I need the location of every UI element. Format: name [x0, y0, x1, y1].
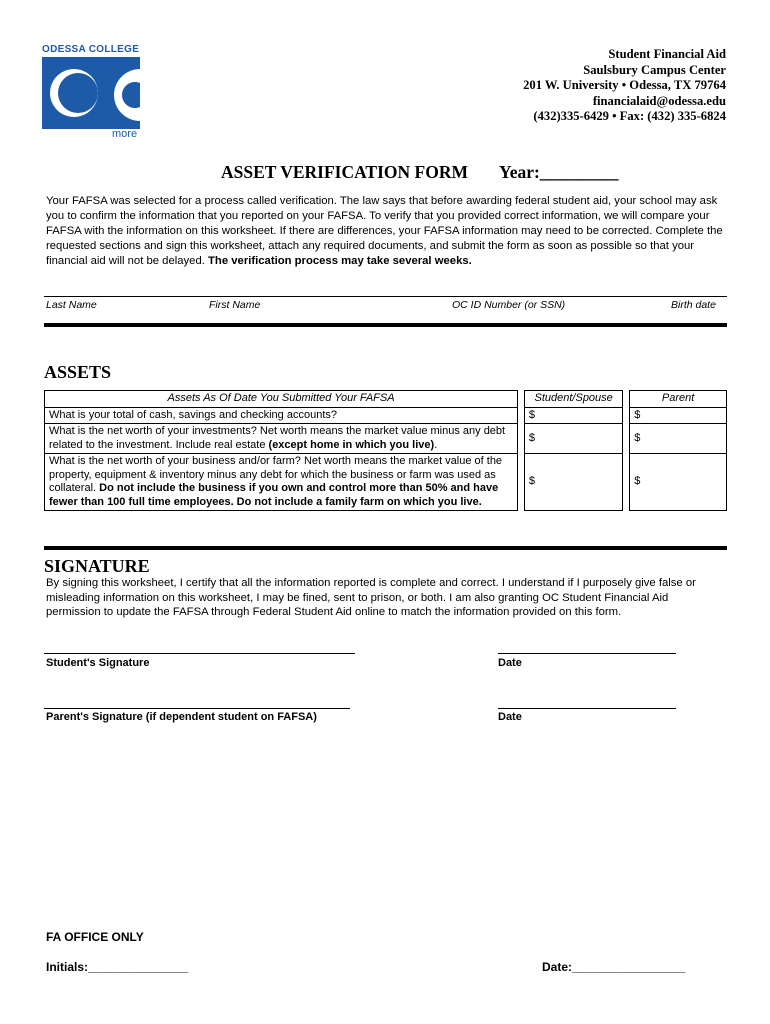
column-gap: [623, 407, 630, 424]
student-signature-label: Student's Signature: [46, 657, 150, 669]
office-address: [523, 47, 726, 125]
student-date-label: Date: [498, 657, 522, 669]
office-name: Student Financial Aid: [608, 47, 726, 61]
office-building: Saulsbury Campus Center: [583, 62, 726, 77]
column-gap: [623, 391, 630, 408]
logo-tagline: more: [112, 128, 138, 140]
column-gap: [623, 424, 630, 454]
parent-signature-label: Parent's Signature (if dependent student on FAFSA): [46, 711, 317, 723]
id-number-label: OC ID Number (or SSN): [452, 299, 566, 311]
student-column-header: Student/Spouse: [524, 391, 623, 408]
column-gap: [518, 407, 525, 424]
intro-text: Your FAFSA was selected for a process called verification. The law says that before awarding federal student aid, your school may ask you to confirm the information that you reported on your FAFSA. To verify that you provided correct information, we will compare your FAFSA with the information on this worksheet. If there are differences, your FAFSA information may need to be corrected. Complete the requested sections and sign this worksheet, attach any required documents, and submit the form as soon as possible so that your financial aid will not be delayed.: [46, 195, 723, 267]
parent-column-header: Parent: [630, 391, 727, 408]
name-input-line[interactable]: [44, 296, 727, 297]
parent-amount-field[interactable]: $: [630, 454, 727, 511]
certification-paragraph: By signing this worksheet, I certify that all the information reported is complete and correct. I understand if I purposely give false or misleading information on this worksheet, I may be fined, sent to prison, or both. I am also granting OC Student Financial Aid permission to update the FAFSA through Federal Student Aid online to match the information provided on this form.: [46, 577, 696, 618]
column-gap: [623, 454, 630, 511]
assets-table: [44, 390, 727, 511]
parent-amount-field[interactable]: $: [630, 424, 727, 454]
office-phone: (432)335-6429 • Fax: (432) 335-6824: [533, 109, 726, 123]
logo-college-name: ODESSA COLLEGE: [42, 44, 140, 55]
asset-question: What is the net worth of your business and/or farm? Net worth means the market value of the property, equipment & inventory minus any debt for which the business or farm was used as collateral. Do not include the business if you own and control more than 50% and have fewer than 100 full time employees. Do not include a family farm on which you live.: [45, 454, 518, 511]
student-amount-field[interactable]: $: [524, 454, 623, 511]
office-only-heading: FA OFFICE ONLY: [46, 930, 144, 944]
birth-date-label: Birth date: [671, 299, 716, 311]
section-divider: [44, 546, 727, 550]
column-gap: [518, 391, 525, 408]
asset-question: What is the net worth of your investments? Net worth means the market value minus any debt related to the investment. Include real estate (except home in which you live).: [45, 424, 518, 454]
table-header-row: [45, 391, 727, 408]
asset-question: What is your total of cash, savings and checking accounts?: [45, 407, 518, 424]
student-amount-field[interactable]: $: [524, 407, 623, 424]
student-amount-field[interactable]: $: [524, 424, 623, 454]
column-gap: [518, 424, 525, 454]
student-signature-line[interactable]: [44, 653, 355, 654]
column-gap: [518, 454, 525, 511]
student-date-line[interactable]: [498, 653, 676, 654]
table-row: [45, 424, 727, 454]
section-divider: [44, 323, 727, 327]
assets-heading: ASSETS: [44, 362, 112, 382]
college-logo: [42, 44, 144, 144]
last-name-label: Last Name: [46, 299, 97, 311]
intro-bold-note: The verification process may take several weeks.: [208, 255, 472, 267]
table-row: [45, 407, 727, 424]
parent-date-line[interactable]: [498, 708, 676, 709]
first-name-label: First Name: [209, 299, 261, 311]
office-street: 201 W. University • Odessa, TX 79764: [523, 78, 726, 92]
question-column-header: Assets As Of Date You Submitted Your FAFSA: [45, 391, 518, 408]
parent-date-label: Date: [498, 711, 522, 723]
table-row: [45, 454, 727, 511]
parent-signature-line[interactable]: [44, 708, 350, 709]
intro-paragraph: [46, 194, 728, 269]
office-email: financialaid@odessa.edu: [592, 93, 726, 108]
signature-heading: SIGNATURE: [44, 556, 150, 576]
year-field[interactable]: Year:_________: [499, 162, 619, 182]
office-date-field[interactable]: Date:_________________: [542, 960, 686, 974]
initials-field[interactable]: Initials:_______________: [46, 960, 189, 974]
parent-amount-field[interactable]: $: [630, 407, 727, 424]
form-title: ASSET VERIFICATION FORM: [221, 162, 468, 182]
